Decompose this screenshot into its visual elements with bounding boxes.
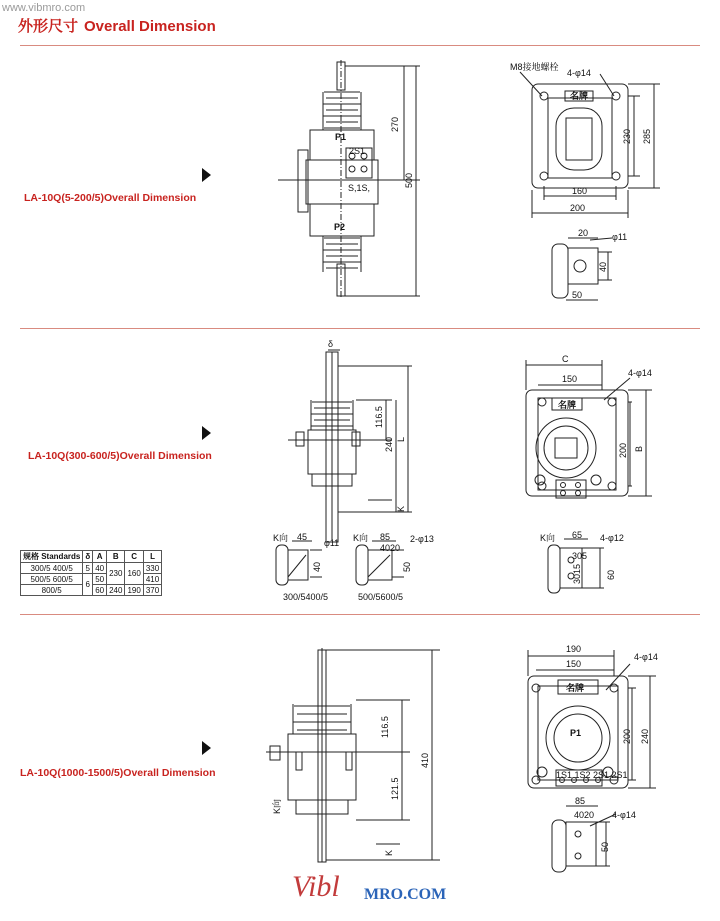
dim-230: 230 <box>622 128 632 144</box>
dim-305: 305 <box>572 551 588 561</box>
label-holes-3: 4-φ14 <box>634 652 658 662</box>
table-header: A <box>93 551 107 563</box>
dim-85: 85 <box>380 532 391 542</box>
dim-K-3: K <box>384 849 394 856</box>
dim-150-3: 150 <box>566 659 582 669</box>
dim-C: C <box>562 354 569 364</box>
table-cell: 160 <box>125 563 143 585</box>
label-terminal-2s: 2S1 <box>349 146 366 156</box>
ct-front-view-1 <box>278 60 420 298</box>
table-cell: 190 <box>125 585 143 596</box>
table-cell: 230 <box>107 563 125 585</box>
watermark: www.vibmro.com <box>2 2 86 14</box>
dim-65: 65 <box>572 530 583 540</box>
table-cell: 60 <box>93 585 107 596</box>
table-cell: 800/5 <box>21 585 83 596</box>
dim-270: 270 <box>390 116 400 132</box>
ct-top-view-1 <box>520 72 660 300</box>
dim-hole-12: 4-φ12 <box>600 533 624 543</box>
table-cell: 370 <box>143 585 161 596</box>
table-cell: 50 <box>93 574 107 585</box>
dim-50: 50 <box>572 290 583 300</box>
table-header: δ <box>83 551 93 563</box>
label-holes-2: 4-φ14 <box>628 368 652 378</box>
ct-top-view-2 <box>526 360 652 498</box>
title-en: Overall Dimension <box>84 18 216 35</box>
dim-50-2: 50 <box>402 561 412 572</box>
dim-hole-11: φ11 <box>612 232 628 242</box>
dim-20: 20 <box>578 228 589 238</box>
label-terminal-s1s: S,1S, <box>348 183 371 193</box>
dim-116-5-3: 116.5 <box>380 716 390 738</box>
dim-3015: 3015 <box>572 563 582 584</box>
dim-50-3: 50 <box>600 841 610 852</box>
logo-script: Vibl <box>292 870 340 903</box>
dim-40: 40 <box>598 261 608 272</box>
dim-190: 190 <box>566 644 582 654</box>
dim-B: B <box>634 445 644 452</box>
dim-410: 410 <box>420 752 430 768</box>
dim-200-2: 200 <box>618 442 628 458</box>
dim-K: K <box>396 505 406 512</box>
caption-500-600: 500/5600/5 <box>358 592 404 602</box>
dim-116-5: 116.5 <box>374 406 384 428</box>
dim-4020-3: 4020 <box>574 810 595 820</box>
dim-85-3: 85 <box>575 796 586 806</box>
table-header: C <box>125 551 143 563</box>
table-header-row <box>21 551 162 563</box>
table-header: 规格 Standards <box>21 551 83 563</box>
dim-4020: 4020 <box>380 543 401 553</box>
standards-table <box>20 550 162 596</box>
model-label-3: LA-10Q(1000-1500/5)Overall Dimension <box>20 767 216 779</box>
label-k-direction-2: K向 <box>353 533 369 543</box>
label-nameplate-3: 名牌 <box>566 683 585 693</box>
caption-300-400: 300/5400/5 <box>283 592 329 602</box>
table-header: L <box>143 551 161 563</box>
dim-500: 500 <box>404 172 414 188</box>
dim-40-2: 40 <box>312 561 322 572</box>
dim-hole-11-2: φ11 <box>324 538 340 548</box>
model-label-1: LA-10Q(5-200/5)Overall Dimension <box>24 192 197 204</box>
label-ground-bolt: M8接地螺栓 <box>510 62 559 72</box>
label-delta: δ <box>328 339 334 349</box>
dim-200: 200 <box>570 203 586 213</box>
label-nameplate: 名牌 <box>570 91 589 101</box>
dim-150: 150 <box>562 374 578 384</box>
title-cn: 外形尺寸 <box>18 18 79 35</box>
dim-160: 160 <box>572 186 588 196</box>
label-secondary-terminals: 1S1 1S2 2S1 2S1 <box>556 770 628 780</box>
label-p1: P1 <box>335 132 347 142</box>
label-k-direction-4: K向 <box>272 798 282 814</box>
label-p1-3: P1 <box>570 728 582 738</box>
table-header: B <box>107 551 125 563</box>
table-cell: 300/5 400/5 <box>21 563 83 574</box>
dim-hole2-13: 2-φ13 <box>410 534 434 544</box>
table-cell: 330 <box>143 563 161 574</box>
ct-front-view-3 <box>266 648 440 862</box>
table-cell: 240 <box>107 585 125 596</box>
table-row <box>21 563 162 574</box>
label-nameplate-2: 名牌 <box>558 400 577 410</box>
table-cell: 6 <box>83 574 93 596</box>
dim-200-3: 200 <box>622 728 632 744</box>
site-logo <box>282 870 447 914</box>
table-cell: 5 <box>83 563 93 574</box>
label-k-direction-3: K向 <box>540 533 556 543</box>
label-holes-4: 4-φ14 <box>612 810 636 820</box>
label-holes: 4-φ14 <box>567 68 591 78</box>
dim-L: L <box>396 436 406 442</box>
model-label-2: LA-10Q(300-600/5)Overall Dimension <box>28 450 212 462</box>
logo-brand: MRO.COM <box>364 886 447 903</box>
dim-45: 45 <box>297 532 308 542</box>
label-k-direction-1: K向 <box>273 533 289 543</box>
table-cell: 500/5 600/5 <box>21 574 83 585</box>
ct-top-view-3 <box>528 650 656 872</box>
dim-285: 285 <box>642 128 652 144</box>
table-cell: 40 <box>93 563 107 574</box>
table-cell: 410 <box>143 574 161 585</box>
dim-121-5: 121.5 <box>390 777 400 800</box>
label-p2: P2 <box>334 222 346 232</box>
dim-240: 240 <box>384 436 394 452</box>
dim-60: 60 <box>606 569 616 580</box>
dim-240-3: 240 <box>640 728 650 744</box>
